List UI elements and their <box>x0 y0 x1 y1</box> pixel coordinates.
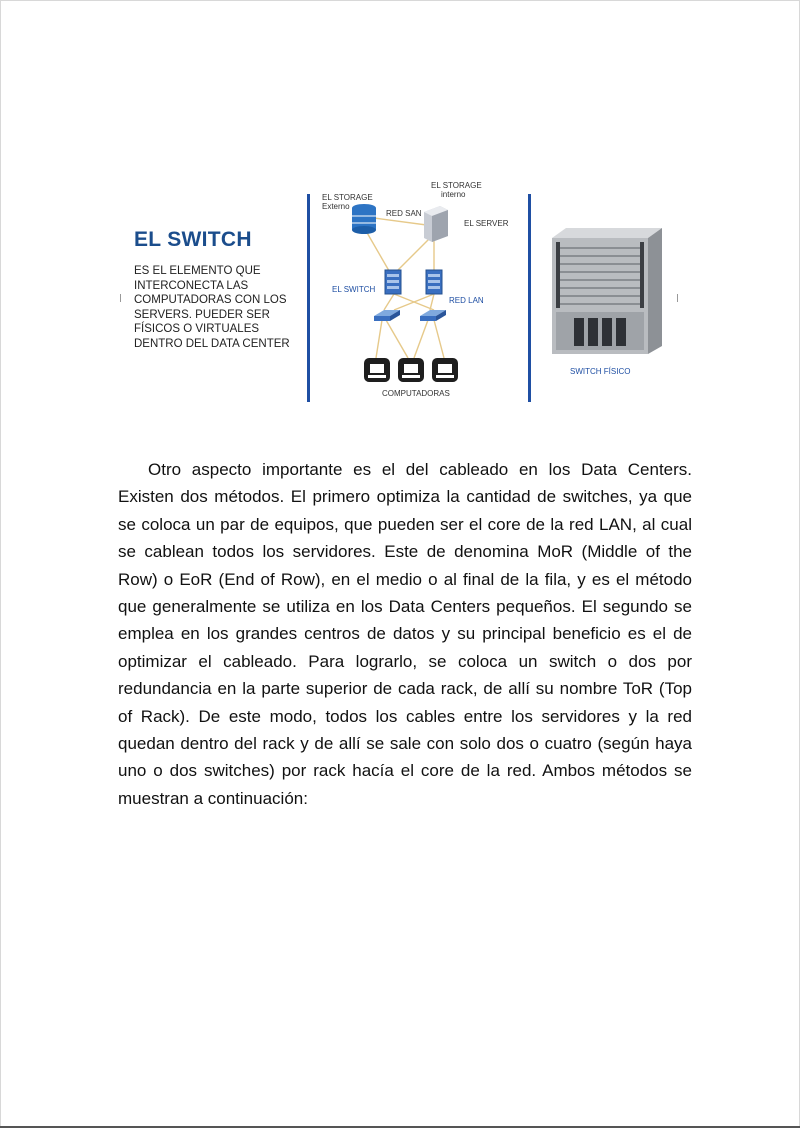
label-el-switch: EL SWITCH <box>332 285 376 294</box>
switch-infographic <box>118 170 688 410</box>
label-switch-fisico: SWITCH FÍSICO <box>570 367 631 376</box>
switch-icon-left <box>385 270 401 294</box>
label-storage-externo: EL STORAGE <box>322 193 373 202</box>
figure-description: ES EL ELEMENTO QUE INTERCONECTA LAS COMPUTADORAS CON LOS SERVERS. PUEDER SER FÍSICOS O VIRTUALES DENTRO DEL DATA CENTER <box>134 265 290 350</box>
network-diagram <box>118 170 688 410</box>
figure-title: EL SWITCH <box>134 228 252 251</box>
label-computadoras: COMPUTADORAS <box>382 389 450 398</box>
server-icon <box>424 206 448 242</box>
label-storage-interno-sub: interno <box>441 190 466 199</box>
computer-icon-2 <box>398 358 424 382</box>
label-red-lan: RED LAN <box>449 296 484 305</box>
hub-icon-left <box>374 310 400 321</box>
storage-external-icon <box>352 204 376 234</box>
body-paragraph <box>118 456 692 812</box>
label-storage-interno: EL STORAGE <box>431 181 482 190</box>
label-storage-externo-sub: Externo <box>322 202 350 211</box>
label-el-server: EL SERVER <box>464 219 509 228</box>
switch-icon-right <box>426 270 442 294</box>
label-red-san: RED SAN <box>386 209 422 218</box>
hub-icon-right <box>420 310 446 321</box>
body-paragraph-text: Otro aspecto importante es el del cableado en los Data Centers. Existen dos métodos. El primero optimiza la cantidad de switches, ya que se coloca un par de equipos, que pueden ser el core de la red LAN, al cual se cablean todos los servidores. Este de denomina MoR (Middle of the Row) o EoR (End of Row), en el medio o al final de la fila, y es el método que generalmente se utiliza en los Data Centers pequeños. El segundo se emplea en los grandes centros de datos y su principal beneficio es el de optimizar el cableado. Para lograrlo, se coloca un switch o dos por redundancia en la parte superior de cada rack, de allí su nombre ToR (Top of Rack). De este modo, todos los cables entre los servidores y la red quedan dentro del rack y de allí se sale con solo dos o cuatro (según haya uno o dos switches) por rack hacía el core de la red. Ambos métodos se muestran a continuación: <box>118 460 692 808</box>
computer-icon-3 <box>432 358 458 382</box>
computer-icon-1 <box>364 358 390 382</box>
physical-switch-image <box>552 228 662 354</box>
